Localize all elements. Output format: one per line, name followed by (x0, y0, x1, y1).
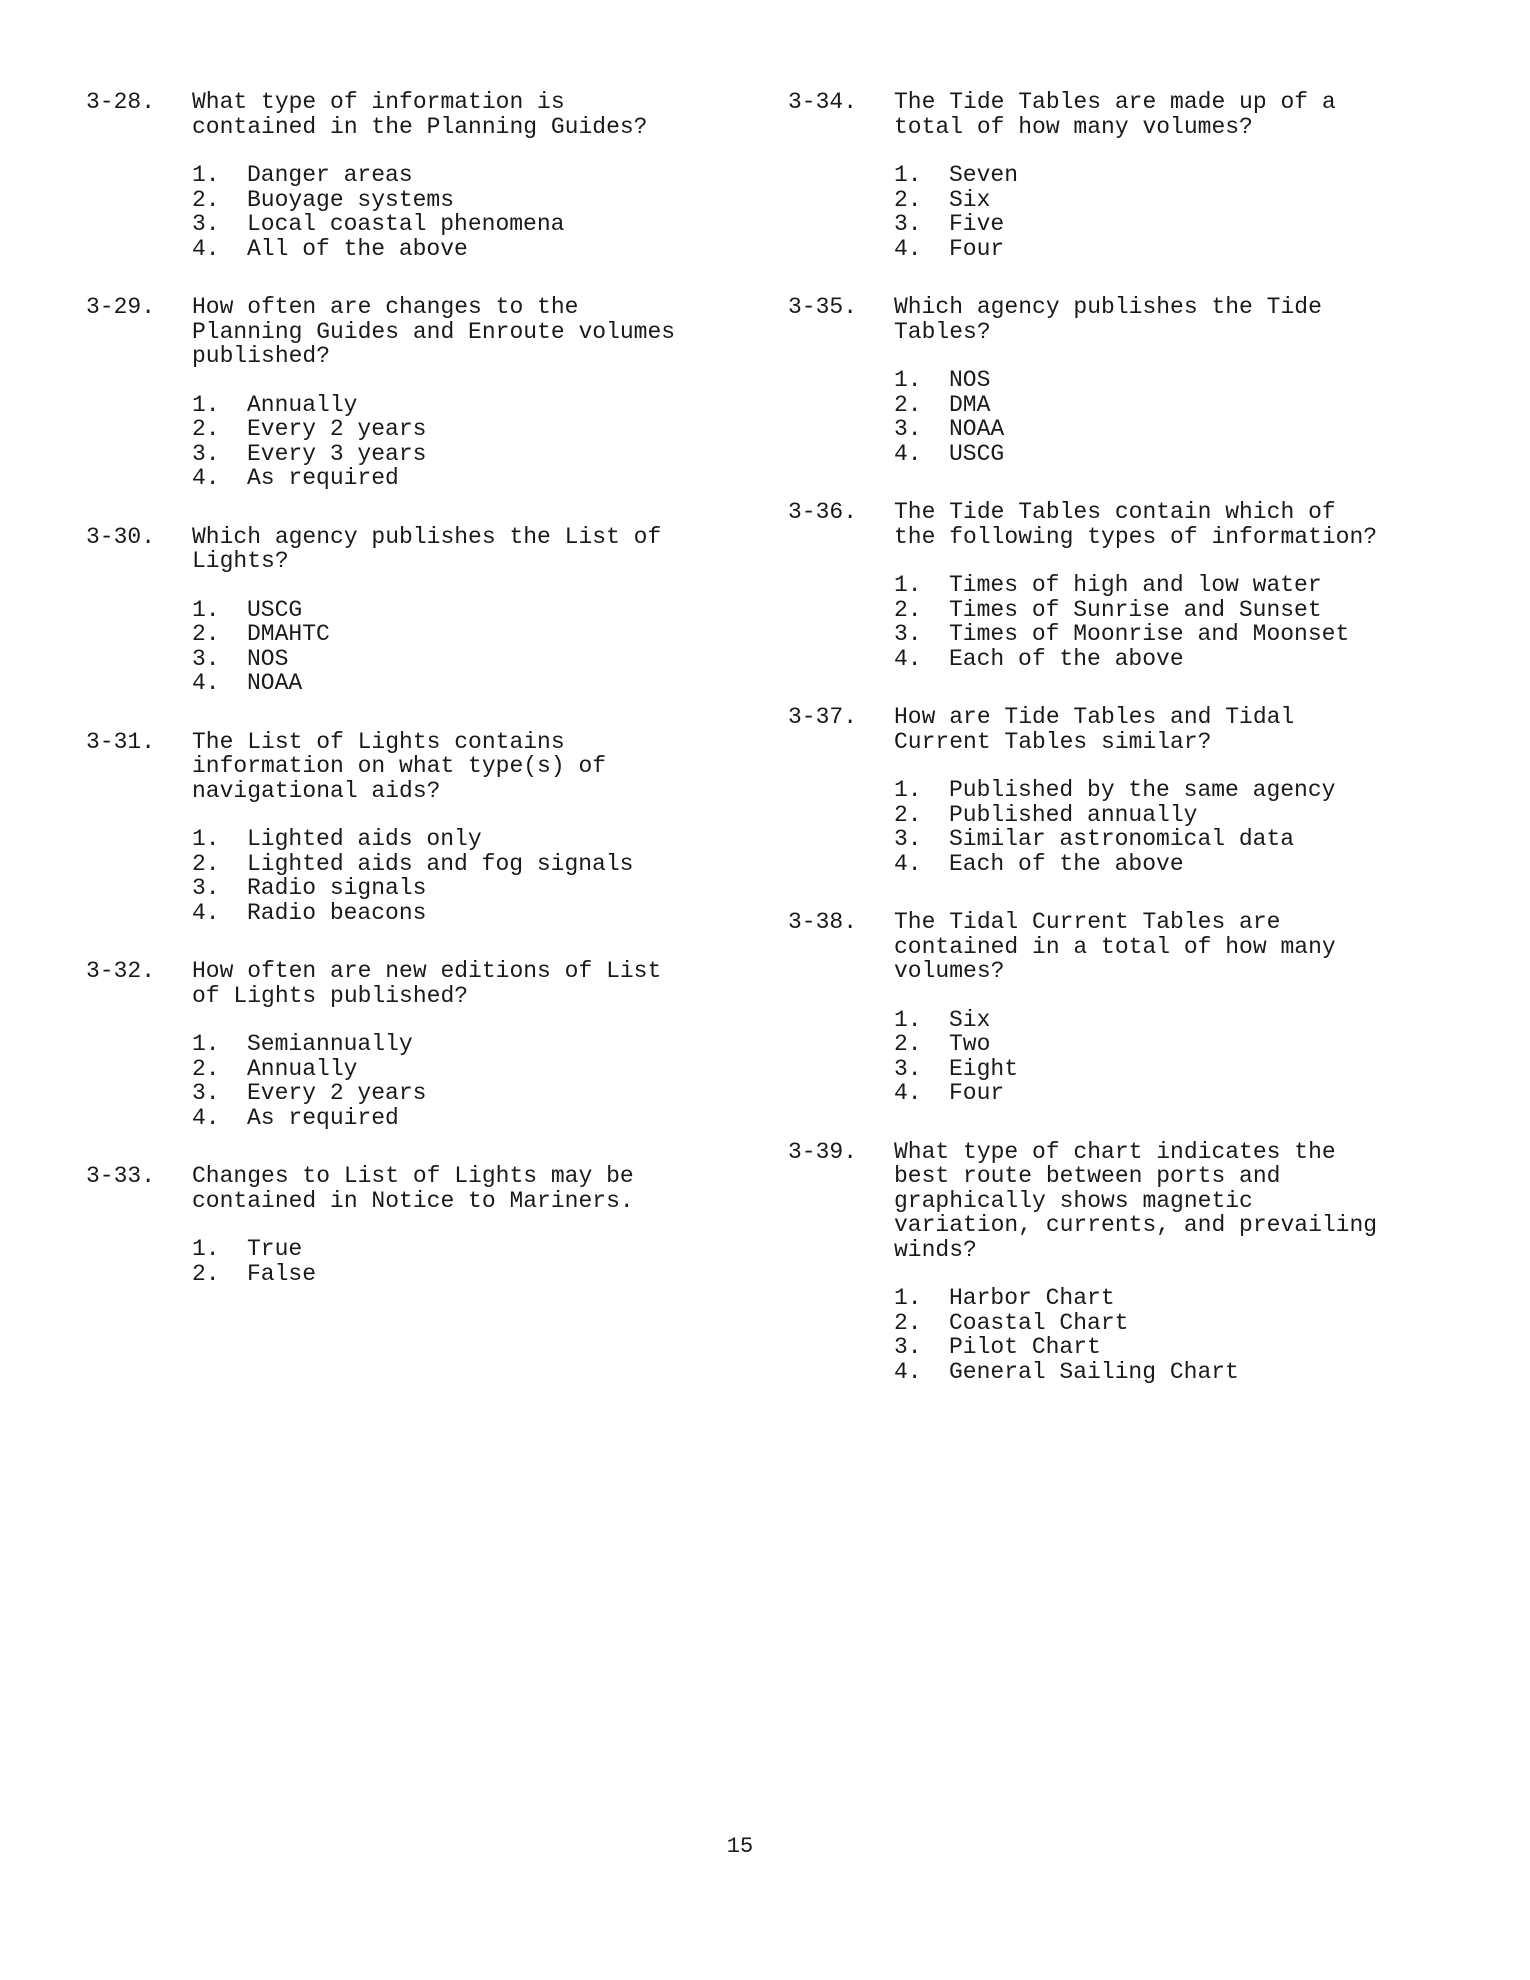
question-3-36 (788, 500, 1448, 671)
question-header (86, 525, 726, 574)
option-number: 4. (894, 440, 922, 467)
option-number: 2. (894, 1031, 922, 1057)
answer-option (894, 417, 1448, 442)
option-label: DMA (949, 391, 991, 418)
question-text: Which agency publishes the Tide Tables? (894, 294, 1322, 345)
option-number: 4. (894, 1080, 922, 1106)
option-label: Radio signals (247, 875, 427, 901)
option-label: Times of high and low water (949, 572, 1322, 598)
question-number: 3-35. (788, 294, 858, 320)
option-label: Lighted aids only (247, 826, 482, 852)
answer-options (894, 368, 1448, 466)
option-label: Every 2 years (247, 1080, 427, 1106)
option-number: 3. (192, 1080, 220, 1106)
question-number: 3-33. (86, 1163, 156, 1189)
answer-option (192, 1081, 726, 1106)
option-number: 4. (192, 235, 220, 262)
answer-option (192, 901, 726, 926)
answer-option (894, 827, 1448, 852)
answer-options (894, 1008, 1448, 1106)
answer-option (192, 671, 726, 696)
question-header (788, 910, 1448, 984)
question-header (788, 1140, 1448, 1263)
option-number: 1. (192, 391, 220, 418)
answer-option (894, 622, 1448, 647)
option-number: 4. (894, 850, 922, 877)
answer-option (192, 1106, 726, 1131)
question-3-31 (86, 730, 726, 926)
answer-options (192, 827, 726, 925)
option-number: 2. (894, 801, 922, 828)
option-number: 3. (192, 211, 220, 237)
question-text: What type of information is contained in the Planning Guides? (192, 89, 648, 140)
answer-options (894, 778, 1448, 876)
question-header (86, 295, 726, 369)
answer-option (192, 237, 726, 262)
question-header (788, 500, 1448, 549)
option-label: Each of the above (949, 850, 1184, 877)
option-number: 3. (894, 211, 922, 237)
option-number: 2. (894, 596, 922, 623)
option-number: 3. (894, 416, 922, 442)
question-text: The Tide Tables are made up of a total of how many volumes? (894, 89, 1336, 140)
option-label: DMAHTC (247, 621, 330, 647)
question-header (86, 1164, 726, 1213)
option-number: 1. (894, 1285, 922, 1311)
answer-option (894, 1057, 1448, 1082)
answer-option (192, 598, 726, 623)
option-label: General Sailing Chart (949, 1358, 1239, 1385)
answer-option (894, 573, 1448, 598)
answer-option (894, 1286, 1448, 1311)
question-header (86, 90, 726, 139)
question-number: 3-32. (86, 958, 156, 984)
question-text: The Tide Tables contain which of the following types of information? (894, 499, 1378, 550)
option-number: 3. (192, 645, 220, 672)
option-number: 3. (894, 826, 922, 852)
answer-option (894, 237, 1448, 262)
answer-option (894, 1360, 1448, 1385)
option-number: 1. (192, 1031, 220, 1057)
option-number: 3. (894, 1055, 922, 1082)
answer-option (192, 188, 726, 213)
question-text: Which agency publishes the List of Lights? (192, 523, 662, 574)
answer-option (894, 1008, 1448, 1033)
answer-option (894, 212, 1448, 237)
answer-option (192, 827, 726, 852)
answer-option (894, 163, 1448, 188)
answer-option (192, 647, 726, 672)
option-label: Similar astronomical data (949, 826, 1295, 852)
option-label: Six (949, 1006, 991, 1033)
option-label: Seven (949, 162, 1019, 188)
answer-option (894, 188, 1448, 213)
answer-options (192, 393, 726, 491)
option-label: Harbor Chart (949, 1285, 1115, 1311)
option-number: 4. (894, 645, 922, 672)
option-number: 3. (192, 875, 220, 901)
question-3-35 (788, 295, 1448, 466)
option-number: 1. (192, 826, 220, 852)
question-number: 3-30. (86, 523, 156, 550)
question-number: 3-31. (86, 728, 156, 755)
question-number: 3-39. (788, 1138, 858, 1165)
option-label: NOAA (949, 416, 1005, 442)
option-label: Local coastal phenomena (247, 211, 565, 237)
question-text: How often are changes to the Planning Guides and Enroute volumes published? (192, 294, 676, 369)
page-number: 15 (726, 1834, 754, 1859)
option-label: Two (949, 1031, 991, 1057)
option-label: As required (247, 1104, 399, 1131)
option-number: 2. (192, 1260, 220, 1287)
answer-options (192, 598, 726, 696)
answer-option (192, 417, 726, 442)
option-number: 2. (894, 186, 922, 213)
question-3-38 (788, 910, 1448, 1106)
answer-options (894, 163, 1448, 261)
option-label: Pilot Chart (949, 1334, 1101, 1360)
option-label: USCG (247, 596, 303, 623)
option-label: As required (247, 465, 399, 491)
option-label: USCG (949, 440, 1005, 467)
answer-option (192, 1032, 726, 1057)
answer-option (894, 852, 1448, 877)
answer-option (894, 598, 1448, 623)
answer-option (192, 393, 726, 418)
question-number: 3-36. (788, 499, 858, 525)
option-label: Semiannually (247, 1031, 413, 1057)
option-number: 2. (192, 416, 220, 442)
answer-option (192, 1237, 726, 1262)
option-label: Radio beacons (247, 899, 427, 926)
answer-option (894, 803, 1448, 828)
option-label: Every 2 years (247, 416, 427, 442)
answer-option (894, 1032, 1448, 1057)
answer-option (192, 163, 726, 188)
option-number: 3. (192, 440, 220, 467)
option-label: Published by the same agency (949, 777, 1336, 803)
option-number: 4. (192, 1104, 220, 1131)
option-number: 2. (192, 1055, 220, 1082)
option-label: NOAA (247, 670, 303, 696)
answer-option (192, 466, 726, 491)
question-3-28 (86, 90, 726, 261)
option-number: 1. (894, 367, 922, 393)
answer-option (894, 1335, 1448, 1360)
option-label: Four (949, 235, 1005, 262)
question-number: 3-28. (86, 89, 156, 115)
option-label: True (247, 1236, 303, 1262)
answer-option (894, 442, 1448, 467)
option-label: Times of Sunrise and Sunset (949, 596, 1322, 623)
question-text: Changes to List of Lights may be contained in Notice to Mariners. (192, 1163, 634, 1214)
option-label: All of the above (247, 235, 468, 262)
option-number: 4. (192, 670, 220, 696)
answer-options (192, 1237, 726, 1286)
answer-option (192, 852, 726, 877)
answer-options (192, 163, 726, 261)
question-3-34 (788, 90, 1448, 261)
option-number: 2. (894, 1309, 922, 1336)
option-label: Times of Moonrise and Moonset (949, 621, 1350, 647)
question-header (86, 730, 726, 804)
answer-option (894, 778, 1448, 803)
question-number: 3-37. (788, 704, 858, 730)
answer-option (192, 442, 726, 467)
answer-option (192, 622, 726, 647)
option-number: 1. (192, 162, 220, 188)
question-3-30 (86, 525, 726, 696)
answer-option (894, 393, 1448, 418)
option-number: 4. (894, 235, 922, 262)
left-question-column (86, 90, 726, 1320)
question-3-37 (788, 705, 1448, 876)
answer-option (894, 368, 1448, 393)
option-number: 2. (894, 391, 922, 418)
option-number: 4. (192, 465, 220, 491)
option-number: 4. (192, 899, 220, 926)
answer-option (192, 1262, 726, 1287)
question-3-29 (86, 295, 726, 491)
question-text: The List of Lights contains information on what type(s) of navigational aids? (192, 728, 607, 804)
option-number: 3. (894, 1334, 922, 1360)
answer-option (192, 876, 726, 901)
answer-option (894, 1311, 1448, 1336)
question-text: How are Tide Tables and Tidal Current Tables similar? (894, 704, 1295, 755)
answer-option (192, 1057, 726, 1082)
question-3-32 (86, 959, 726, 1130)
option-label: Five (949, 211, 1005, 237)
answer-option (192, 212, 726, 237)
option-label: Coastal Chart (949, 1309, 1129, 1336)
option-label: Lighted aids and fog signals (247, 850, 634, 877)
question-number: 3-38. (788, 909, 858, 935)
question-number: 3-29. (86, 294, 156, 320)
question-text: How often are new editions of List of Lights published? (192, 958, 662, 1009)
question-3-39 (788, 1140, 1448, 1385)
option-label: False (247, 1260, 317, 1287)
question-header (788, 705, 1448, 754)
answer-option (894, 647, 1448, 672)
option-label: Eight (949, 1055, 1019, 1082)
option-label: Four (949, 1080, 1005, 1106)
option-number: 1. (894, 162, 922, 188)
option-number: 1. (894, 572, 922, 598)
question-number: 3-34. (788, 89, 858, 115)
option-label: Buoyage systems (247, 186, 455, 213)
option-number: 2. (192, 850, 220, 877)
answer-options (894, 573, 1448, 671)
option-label: Every 3 years (247, 440, 427, 467)
option-number: 1. (894, 1006, 922, 1033)
option-number: 2. (192, 186, 220, 213)
option-label: Annually (247, 1055, 358, 1082)
option-number: 1. (192, 1236, 220, 1262)
option-label: Published annually (949, 801, 1198, 828)
option-label: NOS (949, 367, 991, 393)
option-label: Annually (247, 391, 358, 418)
answer-options (894, 1286, 1448, 1384)
option-label: Each of the above (949, 645, 1184, 672)
option-label: Six (949, 186, 991, 213)
right-question-column (788, 90, 1448, 1418)
option-number: 3. (894, 621, 922, 647)
question-header (86, 959, 726, 1008)
question-header (788, 90, 1448, 139)
option-number: 2. (192, 621, 220, 647)
question-text: The Tidal Current Tables are contained in a total of how many volumes? (894, 909, 1336, 984)
option-label: Danger areas (247, 162, 413, 188)
question-3-33 (86, 1164, 726, 1286)
option-number: 1. (894, 777, 922, 803)
question-text: What type of chart indicates the best route between ports and graphically shows magnetic variation, currents, and prevailing winds? (894, 1138, 1378, 1263)
option-number: 1. (192, 596, 220, 623)
answer-options (192, 1032, 726, 1130)
answer-option (894, 1081, 1448, 1106)
option-number: 4. (894, 1358, 922, 1385)
question-header (788, 295, 1448, 344)
option-label: NOS (247, 645, 289, 672)
